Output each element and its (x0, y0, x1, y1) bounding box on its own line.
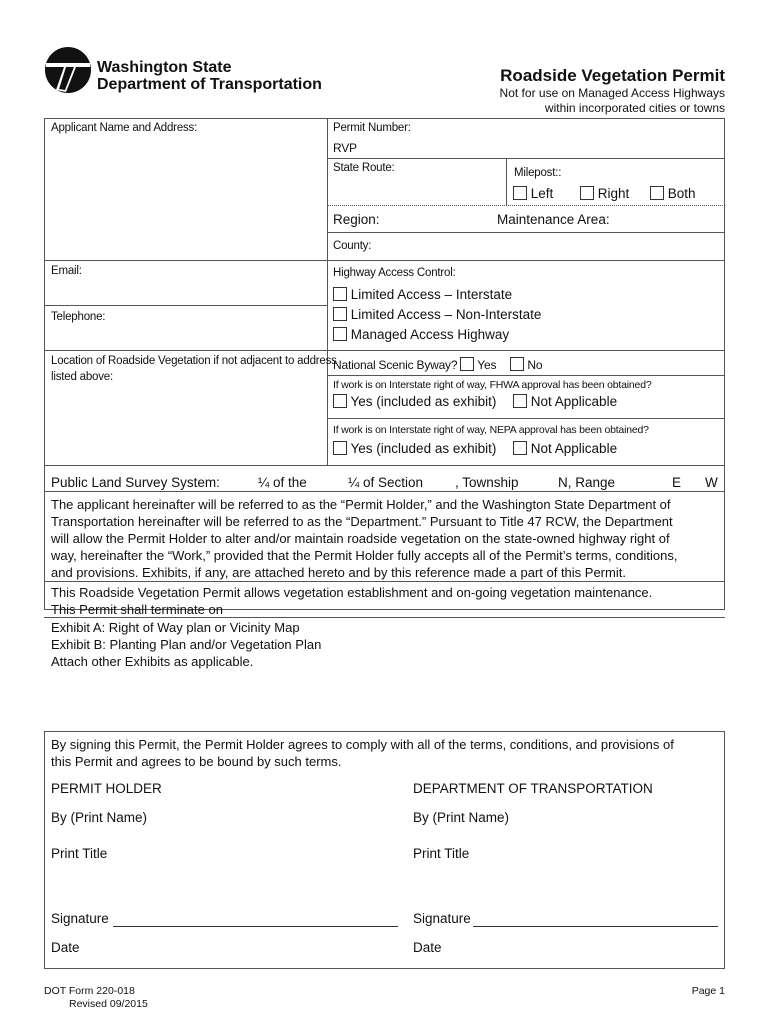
right-checkbox[interactable] (580, 186, 594, 200)
dept-date-label: Date (413, 940, 442, 955)
plss-range: N, Range (558, 475, 616, 490)
page-title: Roadside Vegetation Permit (500, 66, 725, 85)
nepa-yes-checkbox[interactable] (333, 441, 347, 455)
milepost-left[interactable]: Left (513, 186, 553, 201)
limited-non-interstate-checkbox[interactable] (333, 307, 347, 321)
holder-print-name-label: By (Print Name) (51, 810, 148, 825)
plss-quarter-of: ¼ of the (258, 475, 307, 490)
email-label: Email: (51, 265, 82, 277)
county-label: County: (333, 240, 372, 252)
holder-print-title-label: Print Title (51, 846, 108, 861)
milepost-label: Milepost:: (514, 167, 562, 179)
limited-interstate-checkbox[interactable] (333, 287, 347, 301)
fhwa-yes-option[interactable]: Yes (included as exhibit) (333, 394, 496, 409)
org-name-line1: Washington State (97, 59, 232, 76)
nepa-na-option[interactable]: Not Applicable (513, 441, 617, 456)
milepost-right[interactable]: Right (580, 186, 629, 201)
both-checkbox[interactable] (650, 186, 664, 200)
nepa-na-checkbox[interactable] (513, 441, 527, 455)
milepost-both[interactable]: Both (650, 186, 696, 201)
applicant-label: Applicant Name and Address: (51, 122, 198, 134)
permit-number-label: Permit Number: (333, 122, 411, 134)
fhwa-na-checkbox[interactable] (513, 394, 527, 408)
dept-print-name-label: By (Print Name) (413, 810, 510, 825)
plss-label: Public Land Survey System: (51, 475, 220, 490)
scenic-byway-label: National Scenic Byway? Yes No (333, 358, 543, 372)
permit-scope-paragraph: This Roadside Vegetation Permit allows vegetation establishment and on-going vegetation maintenance. This Permit shall terminate on (51, 585, 653, 617)
nepa-yes-option[interactable]: Yes (included as exhibit) (333, 441, 496, 456)
fhwa-na-option[interactable]: Not Applicable (513, 394, 617, 409)
state-route-label: State Route: (333, 162, 395, 174)
wsdot-logo (44, 46, 92, 94)
subtitle-1: Not for use on Managed Access Highways (499, 86, 725, 100)
holder-signature-label: Signature (51, 911, 109, 926)
form-number: DOT Form 220-018 (44, 985, 135, 997)
dept-print-title-label: Print Title (413, 846, 470, 861)
maintenance-area-label: Maintenance Area: (497, 212, 610, 227)
holder-signature-line[interactable] (113, 926, 398, 927)
revision-date: Revised 09/2015 (69, 998, 148, 1010)
limited-interstate-option[interactable]: Limited Access – Interstate (333, 287, 512, 302)
rvp-label: RVP (333, 141, 357, 155)
plss-quarter-section: ¼ of Section (348, 475, 424, 490)
left-checkbox[interactable] (513, 186, 527, 200)
location-label-2: listed above: (51, 371, 113, 383)
plss-e: E (672, 475, 682, 490)
signing-statement: By signing this Permit, the Permit Holder agrees to comply with all of the terms, conditions, and provisions of this Permit and agrees to be bound by such terms. (51, 737, 674, 769)
nepa-question: If work is on Interstate right of way, NEPA approval has been obtained? (333, 424, 649, 436)
exhibits-list: Exhibit A: Right of Way plan or Vicinity Map Exhibit B: Planting Plan and/or Vegetation Plan Attach other Exhibits as applicable. (51, 620, 322, 669)
byway-no-checkbox[interactable] (510, 357, 524, 371)
location-label-1: Location of Roadside Vegetation if not adjacent to address (51, 355, 337, 367)
highway-access-label: Highway Access Control: (333, 267, 456, 279)
holder-date-label: Date (51, 940, 80, 955)
org-name-line2: Department of Transportation (97, 76, 322, 93)
fhwa-yes-checkbox[interactable] (333, 394, 347, 408)
subtitle-2: within incorporated cities or towns (544, 101, 725, 115)
region-label: Region: (333, 212, 380, 227)
dept-signature-line[interactable] (473, 926, 718, 927)
permit-holder-heading: PERMIT HOLDER (51, 781, 162, 796)
plss-w: W (705, 475, 718, 490)
fhwa-question: If work is on Interstate right of way, FHWA approval has been obtained? (333, 379, 652, 391)
byway-yes-checkbox[interactable] (460, 357, 474, 371)
department-heading: DEPARTMENT OF TRANSPORTATION (413, 781, 653, 796)
limited-non-interstate-option[interactable]: Limited Access – Non-Interstate (333, 307, 541, 322)
plss-township: , Township (455, 475, 519, 490)
terms-paragraph: The applicant hereinafter will be referred to as the “Permit Holder,” and the Washington State Department of Transportation hereinafter will be referred to as the “Department.” Pursuant to Title 47 RCW, the Department will allow the Permit Holder to alter and/or maintain roadside vegetation on the state-owned highway right of way, hereinafter the “Work,” provided that the Permit Holder fully accepts all of the Permit’s terms, conditions, and provisions. Exhibits, if any, are attached hereto and by this reference made a part of this Permit. (51, 497, 678, 580)
managed-access-option[interactable]: Managed Access Highway (333, 327, 509, 342)
managed-access-checkbox[interactable] (333, 327, 347, 341)
telephone-label: Telephone: (51, 311, 106, 323)
page-number: Page 1 (691, 985, 725, 997)
dept-signature-label: Signature (413, 911, 471, 926)
